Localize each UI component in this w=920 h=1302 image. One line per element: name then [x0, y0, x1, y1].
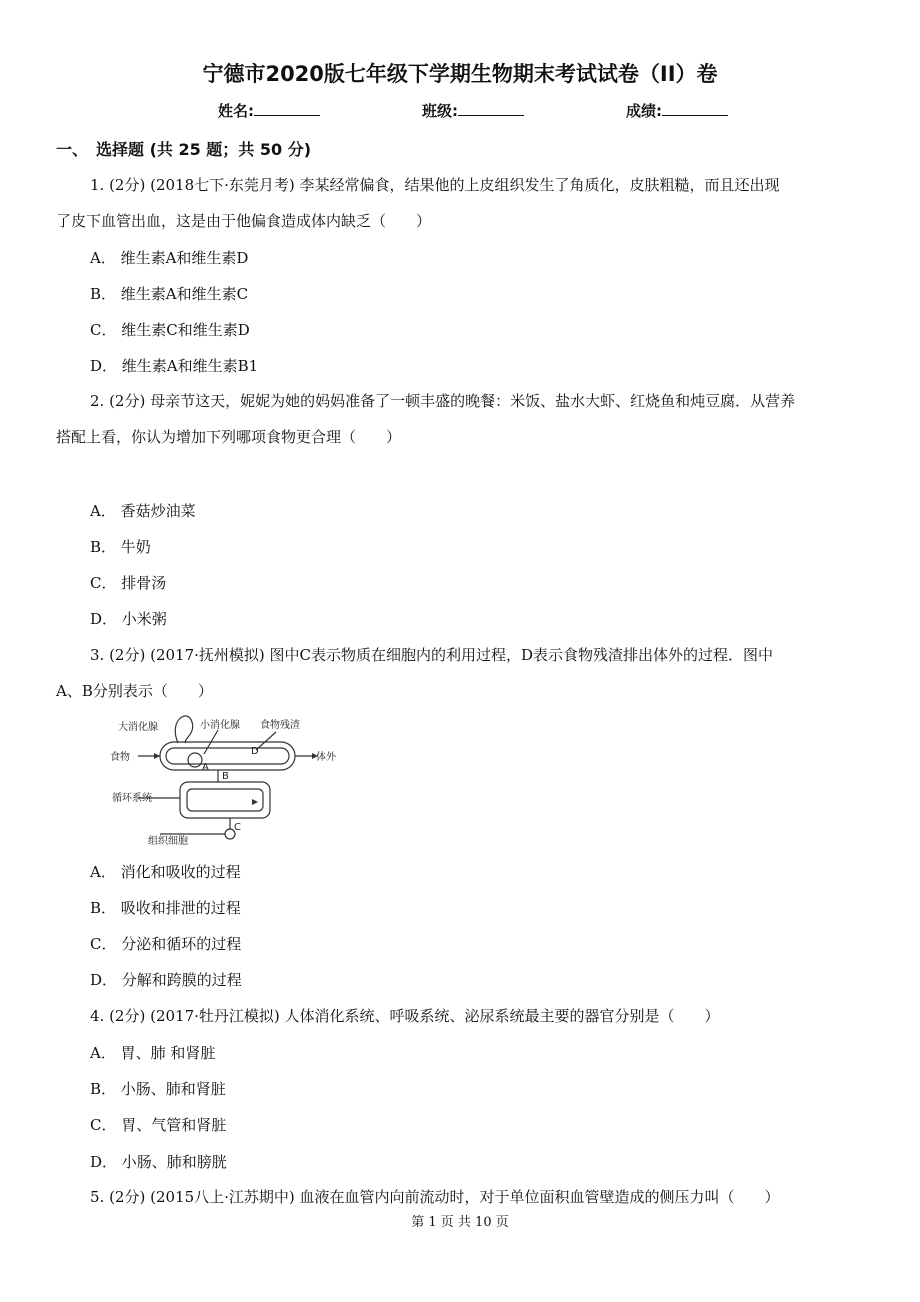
- question-1-option-d: D． 维生素A和维生素B1: [90, 357, 259, 375]
- question-3-option-a: A． 消化和吸收的过程: [90, 863, 241, 881]
- page-title: 宁德市2020版七年级下学期生物期末考试试卷（II）卷: [202, 62, 718, 86]
- question-4-option-d: D． 小肠、肺和膀胱: [90, 1153, 227, 1171]
- class-field: [422, 100, 524, 121]
- question-4-line-1: 4. (2分) (2017·牡丹江模拟) 人体消化系统、呼吸系统、泌尿系统最主要的器官分别是（ ）: [90, 1007, 720, 1025]
- digestive-tract-outer: [160, 742, 295, 770]
- question-1-line-1: 1. (2分) (2018七下·东莞月考) 李某经常偏食，结果他的上皮组织发生了角质化，皮肤粗糙，而且还出现: [90, 176, 780, 194]
- class-blank: [458, 101, 524, 116]
- question-3-line-1: 3. (2分) (2017·抚州模拟) 图中C表示物质在细胞内的利用过程，D表示食物残渣排出体外的过程．图中: [90, 646, 774, 664]
- label-c: C: [234, 822, 241, 833]
- digestive-tract-inner: [166, 748, 289, 764]
- question-1-option-a: A． 维生素A和维生素D: [90, 249, 249, 267]
- name-field: [218, 100, 320, 121]
- small-intestine-circle: [188, 753, 202, 767]
- name-label: 姓名:: [218, 102, 254, 120]
- label-b: B: [222, 771, 229, 782]
- circulation-label: 循环系统: [112, 793, 152, 804]
- outside-label: 体外: [316, 752, 336, 763]
- question-3-option-d: D． 分解和跨膜的过程: [90, 971, 242, 989]
- question-2-option-c: C． 排骨汤: [90, 574, 167, 592]
- residue-label: 食物残渣: [260, 720, 300, 731]
- tissue-label: 组织细胞: [148, 836, 188, 847]
- question-5-line-1: 5. (2分) (2015八上·江苏期中) 血液在血管内向前流动时，对于单位面积血管壁造成的侧压力叫（ ）: [90, 1188, 780, 1206]
- page-footer: 第 1 页 共 10 页: [411, 1215, 509, 1230]
- large-gland-shape: [175, 716, 192, 743]
- large-gland-label: 大消化腺: [118, 722, 158, 733]
- question-3-line-2: A、B分别表示（ ）: [56, 682, 213, 700]
- question-1-option-b: B． 维生素A和维生素C: [90, 285, 249, 303]
- circulation-inner: [187, 789, 263, 811]
- small-gland-label: 小消化腺: [200, 720, 240, 731]
- question-4-option-a: A． 胃、肺 和肾脏: [90, 1044, 216, 1062]
- question-2-option-d: D． 小米粥: [90, 610, 167, 628]
- score-field: [626, 100, 728, 121]
- food-label: 食物: [110, 752, 130, 763]
- section-title: 一、 选择题 (共 25 题；共 50 分): [56, 140, 312, 159]
- class-label: 班级:: [422, 102, 458, 120]
- question-2-line-2: 搭配上看，你认为增加下列哪项食物更合理（ ）: [56, 428, 402, 446]
- question-4-option-c: C． 胃、气管和肾脏: [90, 1116, 227, 1134]
- label-a: A: [202, 762, 209, 773]
- question-4-option-b: B． 小肠、肺和肾脏: [90, 1080, 226, 1098]
- score-label: 成绩:: [626, 102, 662, 120]
- food-arrowhead: [154, 753, 160, 759]
- label-d: D: [251, 746, 259, 757]
- question-2-option-b: B． 牛奶: [90, 538, 151, 556]
- question-3-option-b: B． 吸收和排泄的过程: [90, 899, 241, 917]
- question-3-option-c: C． 分泌和循环的过程: [90, 935, 242, 953]
- circulation-outer: [180, 782, 270, 818]
- question-1-option-c: C． 维生素C和维生素D: [90, 321, 250, 339]
- question-1-line-2: 了皮下血管出血，这是由于他偏食造成体内缺乏（ ）: [56, 212, 432, 230]
- circulation-arrowhead: [252, 799, 258, 805]
- score-blank: [662, 101, 728, 116]
- digestion-circulation-diagram: [108, 710, 336, 848]
- name-blank: [254, 101, 320, 116]
- residue-pointer: [256, 732, 276, 750]
- question-2-line-1: 2. (2分) 母亲节这天，妮妮为她的妈妈准备了一顿丰盛的晚餐：米饭、盐水大虾、红烧鱼和炖豆腐．从营养: [90, 392, 796, 410]
- question-2-option-a: A． 香菇炒油菜: [90, 502, 196, 520]
